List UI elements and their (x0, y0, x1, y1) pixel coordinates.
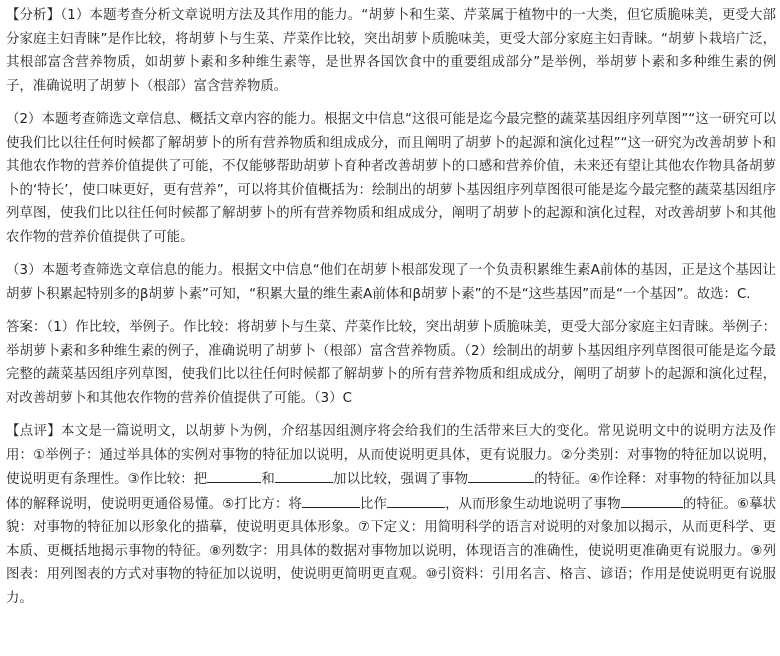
fill-blank-2 (275, 467, 333, 483)
comment-text-7: 的特征。⑥摹状貌：对事物的特征加以形象化的描摹，使说明更具体形象。⑦下定义：用简明科学的语言对说明的对象加以揭示，从而更科学、更本质、更概括地揭示事物的特征。⑧列数字：用具体的数据对事物加以说明，体现语言的准确性，使说明更准确更有说服力。⑨列图表：用列图表的方式对事物的特征加以说明，使说明更简明更直观。⑩引资料：引用名言、格言、谚语；作用是使说明更有说服力。 (6, 496, 777, 606)
comment-text-5: 比作 (359, 496, 388, 512)
analysis-part-3: （3）本题考查筛选文章信息的能力。根据文中信息“他们在胡萝卜根部发现了一个负责积累维生素A前体的基因，正是这个基因让胡萝卜积累起特别多的β胡萝卜素”可知，“积累大量的维生素A前体和β胡萝卜素”的不是“这些基因”而是“一个基因”。故选：C. (6, 263, 776, 302)
fill-blank-5 (387, 492, 445, 508)
analysis-part-1: 【分析】（1）本题考查分析文章说明方法及其作用的能力。“胡萝卜和生菜、芹菜属于植物中的一大类，但它质脆味美，更受大部分家庭主妇青睐”是作比较，将胡萝卜与生菜、芹菜作比较，突出胡萝卜质脆味美，更受大部分家庭主妇青睐。“胡萝卜栽培广泛，其根部富含营养物质，如胡萝卜素和多种维生素等，是世界各国饮食中的重要组成部分”是举例，举胡萝卜素和多种维生素的例子，准确说明了胡萝卜（根部）富含营养物质。 (6, 8, 776, 94)
comment-text-4: 的特征。④作诠释：对事物的特征加以具体的解释说明，使说明更通俗易懂。⑤打比方：将 (6, 472, 777, 512)
fill-blank-6 (621, 492, 683, 508)
fill-blank-1 (207, 467, 261, 483)
comment-text-1: 【点评】本文是一篇说明文，以胡萝卜为例，介绍基因组测序将会给我们的生活带来巨大的变化。常见说明文中的说明方法及作用：①举例子：通过举具体的实例对事物的特征加以说明，从而使说明更具体，更有说服力。②分类别：对事物的特征加以说明，使说明更有条理性。③作比较：把 (6, 424, 776, 487)
comment-section (6, 420, 776, 610)
analysis-part-2: （2）本题考查筛选文章信息、概括文章内容的能力。根据文中信息“这很可能是迄今最完整的蔬菜基因组序列草图”“这一研究可以使我们比以往任何时候都了解胡萝卜的所有营养物质和组成成分，而且阐明了胡萝卜的起源和演化过程”“这一研究为改善胡萝卜和其他农作物的营养价值提供了可能，不仅能够帮助胡萝卜育种者改善胡萝卜的口感和营养价值，未来还有望让其他农作物具备胡萝卜的‘特长’，使口味更好，更有营养”，可以将其价值概括为：绘制出的胡萝卜基因组序列草图很可能是迄今最完整的蔬菜基因组序列草图，使我们比以往任何时候都了解胡萝卜的所有营养物质和组成成分，阐明了胡萝卜的起源和演化过程，对改善胡萝卜和其他农作物的营养价值提供了可能。 (6, 112, 776, 245)
comment-text-6: ，从而形象生动地说明了事物 (445, 496, 621, 512)
answer-section: 答案：（1）作比较，举例子。作比较：将胡萝卜与生菜、芹菜作比较，突出胡萝卜质脆味美，更受大部分家庭主妇青睐。举例子：举胡萝卜素和多种维生素的例子，准确说明了胡萝卜（根部）富含营养物质。（2）绘制出的胡萝卜基因组序列草图很可能是迄今最完整的蔬菜基因组序列草图，使我们比以往任何时候都了解胡萝卜的所有营养物质和组成成分，阐明了胡萝卜的起源和演化过程，对改善胡萝卜和其他农作物的营养价值提供了可能。（3）C (6, 320, 776, 406)
comment-text-2: 和 (261, 472, 275, 487)
comment-text-3: 加以比较，强调了事物 (332, 472, 469, 487)
fill-blank-3 (468, 467, 534, 483)
fill-blank-4 (302, 492, 360, 508)
